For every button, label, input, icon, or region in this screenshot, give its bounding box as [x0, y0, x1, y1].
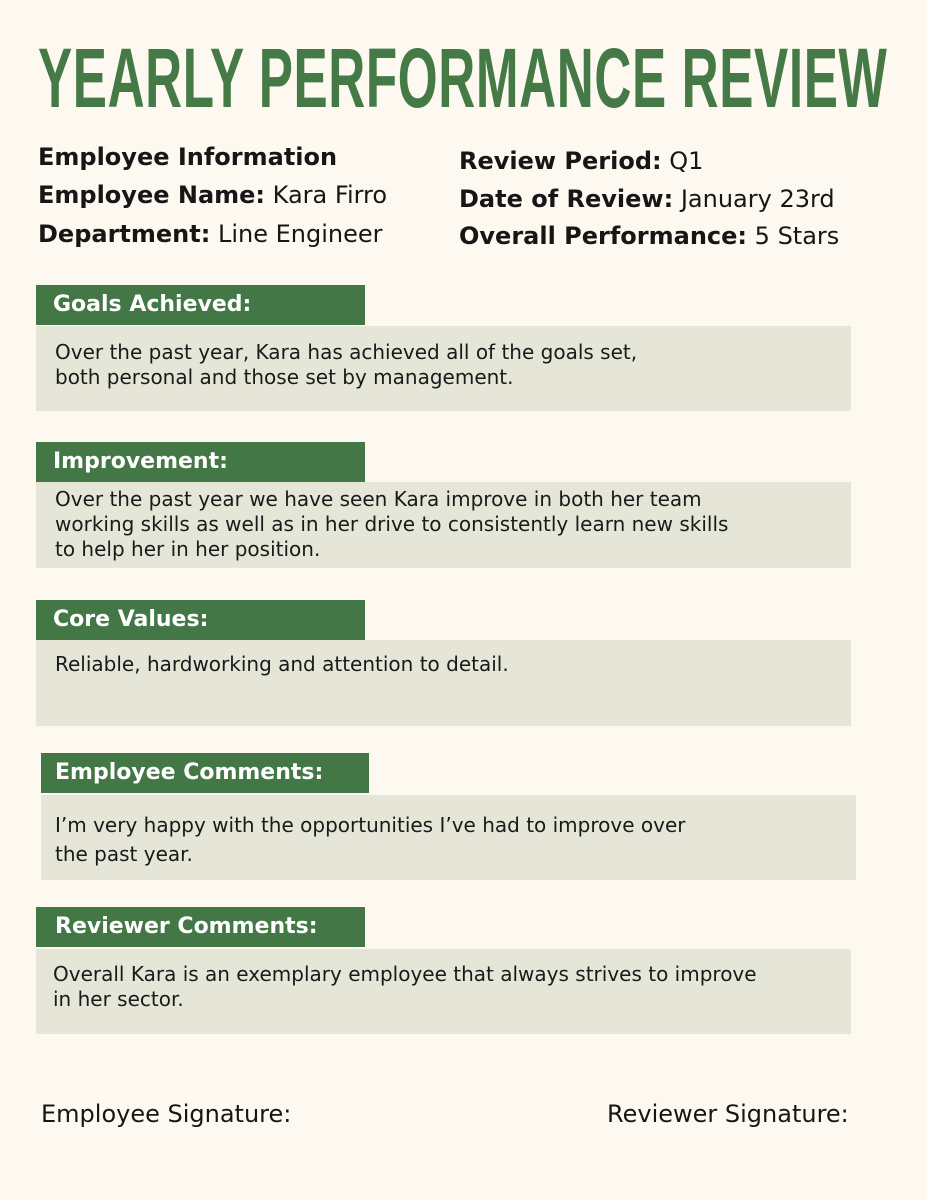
overall-performance-value: 5 Stars — [754, 222, 840, 250]
page-title: YEARLY PERFORMANCE REVIEW — [38, 31, 888, 125]
employee-name-value: Kara Firro — [272, 181, 388, 209]
employee-comments-panel — [41, 795, 856, 880]
core-values-header: Core Values: — [36, 600, 365, 640]
employee-information-label: Employee Information — [38, 143, 338, 171]
review-period-value: Q1 — [669, 147, 704, 175]
department-value: Line Engineer — [217, 220, 383, 248]
goals-achieved-line: Over the past year, Kara has achieved all of the goals set, — [55, 340, 638, 364]
goals-achieved-header: Goals Achieved: — [36, 285, 365, 325]
department-label: Department: — [38, 220, 211, 248]
employee-signature-label: Employee Signature: — [41, 1100, 292, 1128]
overall-performance-row — [459, 220, 839, 252]
date-of-review-row — [459, 183, 835, 215]
improvement-panel — [36, 482, 851, 568]
reviewer-signature-label: Reviewer Signature: — [607, 1100, 849, 1128]
reviewer-comments-header: Reviewer Comments: — [36, 907, 365, 947]
review-period-row — [459, 145, 703, 177]
employee-name-row — [38, 179, 387, 211]
core-values-line: Reliable, hardworking and attention to detail. — [55, 652, 509, 676]
goals-achieved-line: both personal and those set by management. — [55, 365, 514, 389]
employee-comments-header: Employee Comments: — [41, 753, 369, 793]
goals-achieved-panel — [36, 326, 851, 411]
date-of-review-label: Date of Review: — [459, 185, 674, 213]
improvement-header: Improvement: — [36, 442, 365, 482]
core-values-panel — [36, 640, 851, 726]
department-row — [38, 218, 383, 250]
reviewer-comments-panel — [36, 949, 851, 1034]
reviewer-comments-line: in her sector. — [53, 987, 184, 1011]
improvement-line: Over the past year we have seen Kara improve in both her team — [55, 487, 702, 511]
improvement-line: to help her in her position. — [55, 537, 321, 561]
employee-name-label: Employee Name: — [38, 181, 266, 209]
date-of-review-value: January 23rd — [680, 185, 835, 213]
employee-information-heading — [38, 141, 337, 173]
overall-performance-label: Overall Performance: — [459, 222, 748, 250]
employee-comments-line: I’m very happy with the opportunities I’ve had to improve over — [55, 813, 686, 837]
improvement-line: working skills as well as in her drive to consistently learn new skills — [55, 512, 729, 536]
reviewer-comments-line: Overall Kara is an exemplary employee that always strives to improve — [53, 962, 757, 986]
employee-comments-line: the past year. — [55, 842, 193, 866]
review-period-label: Review Period: — [459, 147, 662, 175]
